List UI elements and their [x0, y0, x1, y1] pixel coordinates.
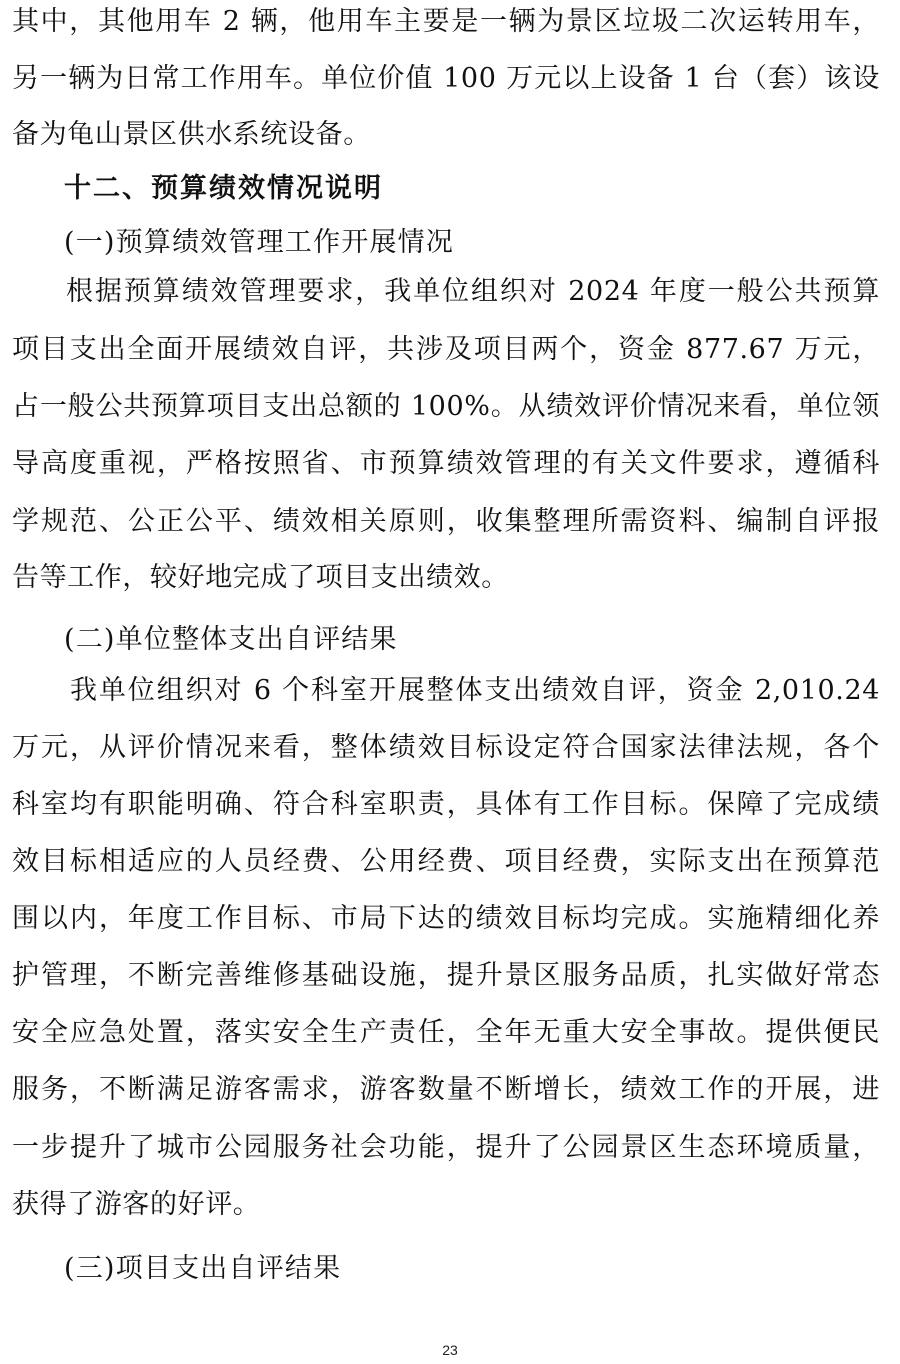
- section-heading: 十二、预算绩效情况说明: [64, 173, 383, 204]
- paragraph-line: 告等工作，较好地完成了项目支出绩效。: [12, 562, 509, 593]
- paragraph-line: 我单位组织对 6 个科室开展整体支出绩效自评，资金 2,010.24: [70, 675, 880, 706]
- paragraph-line: 护管理，不断完善维修基础设施，提升景区服务品质，扎实做好常态: [12, 960, 880, 991]
- subsection-heading: (三)项目支出自评结果: [64, 1253, 342, 1284]
- paragraph-line: 学规范、公正公平、绩效相关原则，收集整理所需资料、编制自评报: [12, 506, 880, 537]
- paragraph-line: 效目标相适应的人员经费、公用经费、项目经费，实际支出在预算范: [12, 846, 880, 877]
- paragraph-line: 导高度重视，严格按照省、市预算绩效管理的有关文件要求，遵循科: [12, 448, 880, 479]
- paragraph-line: 一步提升了城市公园服务社会功能，提升了公园景区生态环境质量，: [12, 1132, 880, 1163]
- paragraph-line: 围以内，年度工作目标、市局下达的绩效目标均完成。实施精细化养: [12, 903, 880, 934]
- subsection-heading: (一)预算绩效管理工作开展情况: [64, 227, 455, 258]
- paragraph-line: 科室均有职能明确、符合科室职责，具体有工作目标。保障了完成绩: [12, 789, 880, 820]
- paragraph-line: 其中，其他用车 2 辆，他用车主要是一辆为景区垃圾二次运转用车，: [12, 6, 880, 37]
- paragraph-line: 获得了游客的好评。: [12, 1189, 261, 1220]
- paragraph-line: 项目支出全面开展绩效自评，共涉及项目两个，资金 877.67 万元，: [12, 334, 880, 365]
- paragraph-line: 备为龟山景区供水系统设备。: [12, 119, 371, 150]
- page-number: 23: [442, 1342, 458, 1358]
- paragraph-line: 根据预算绩效管理要求，我单位组织对 2024 年度一般公共预算: [66, 276, 880, 307]
- paragraph-line: 万元，从评价情况来看，整体绩效目标设定符合国家法律法规，各个: [12, 732, 880, 763]
- paragraph-line: 安全应急处置，落实安全生产责任，全年无重大安全事故。提供便民: [12, 1017, 880, 1048]
- paragraph-line: 占一般公共预算项目支出总额的 100%。从绩效评价情况来看，单位领: [12, 391, 880, 422]
- subsection-heading: (二)单位整体支出自评结果: [64, 624, 398, 655]
- paragraph-line: 另一辆为日常工作用车。单位价值 100 万元以上设备 1 台（套）该设: [12, 63, 880, 94]
- paragraph-line: 服务，不断满足游客需求，游客数量不断增长，绩效工作的开展，进: [12, 1074, 880, 1105]
